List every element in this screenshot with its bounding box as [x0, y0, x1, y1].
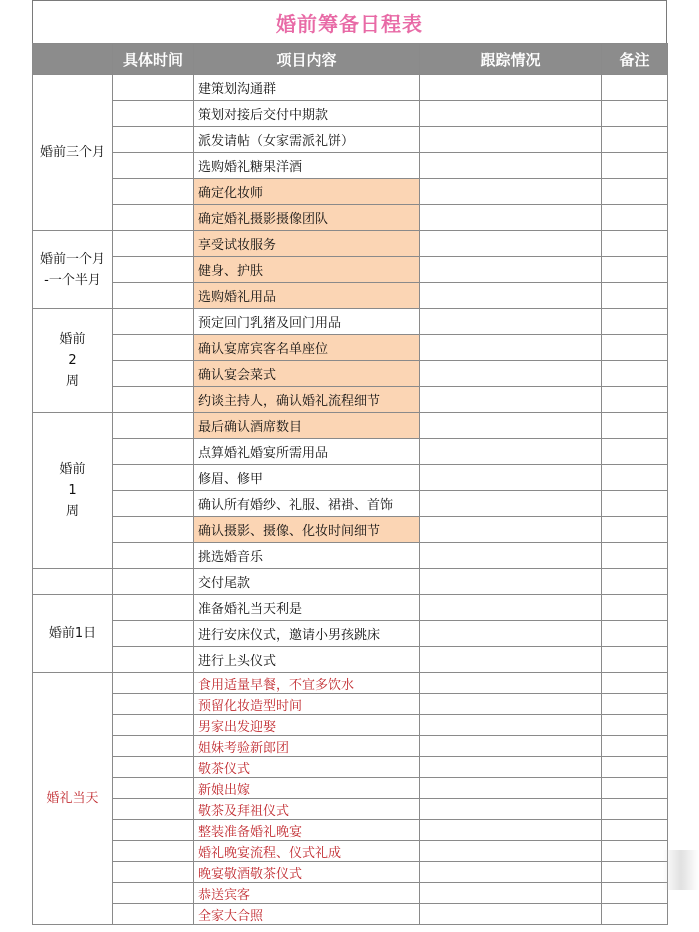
table-row [33, 883, 668, 904]
time-cell[interactable] [113, 757, 194, 778]
schedule-sheet [32, 0, 667, 925]
tracking-cell[interactable] [420, 736, 602, 757]
time-cell[interactable] [113, 231, 194, 257]
notes-cell[interactable] [602, 715, 668, 736]
time-cell[interactable] [113, 127, 194, 153]
notes-cell[interactable] [602, 361, 668, 387]
time-cell[interactable] [113, 101, 194, 127]
time-cell[interactable] [113, 841, 194, 862]
group-label: 婚礼当天 [33, 673, 113, 925]
item-cell[interactable]: 确认摄影、摄像、化妆时间细节 [194, 517, 420, 543]
header-notes: 备注 [602, 44, 668, 75]
edge-smudge [663, 850, 699, 890]
sheet-title: 婚前筹备日程表 [32, 0, 667, 43]
notes-cell[interactable] [602, 517, 668, 543]
table-row [33, 757, 668, 778]
table-row [33, 543, 668, 569]
time-cell[interactable] [113, 413, 194, 439]
item-cell[interactable]: 享受试妆服务 [194, 231, 420, 257]
notes-cell[interactable] [602, 439, 668, 465]
table-row [33, 179, 668, 205]
time-cell[interactable] [113, 543, 194, 569]
item-cell[interactable]: 进行安床仪式，邀请小男孩跳床 [194, 621, 420, 647]
time-cell[interactable] [113, 904, 194, 925]
time-cell[interactable] [113, 569, 194, 595]
time-cell[interactable] [113, 387, 194, 413]
item-cell[interactable]: 交付尾款 [194, 569, 420, 595]
time-cell[interactable] [113, 595, 194, 621]
tracking-cell[interactable] [420, 491, 602, 517]
notes-cell[interactable] [602, 413, 668, 439]
table-row [33, 736, 668, 757]
table-row [33, 335, 668, 361]
header-time: 具体时间 [113, 44, 194, 75]
notes-cell[interactable] [602, 75, 668, 101]
item-cell[interactable]: 新娘出嫁 [194, 778, 420, 799]
group-label: 婚前 1 周 [33, 413, 113, 569]
table-row [33, 595, 668, 621]
item-cell[interactable]: 进行上头仪式 [194, 647, 420, 673]
time-cell[interactable] [113, 491, 194, 517]
time-cell[interactable] [113, 465, 194, 491]
tracking-cell[interactable] [420, 205, 602, 231]
header-tracking: 跟踪情况 [420, 44, 602, 75]
notes-cell[interactable] [602, 736, 668, 757]
notes-cell[interactable] [602, 673, 668, 694]
notes-cell[interactable] [602, 179, 668, 205]
item-cell[interactable]: 姐妹考验新郎团 [194, 736, 420, 757]
tracking-cell[interactable] [420, 569, 602, 595]
tracking-cell[interactable] [420, 101, 602, 127]
group-label [33, 569, 113, 595]
item-cell[interactable]: 确定化妆师 [194, 179, 420, 205]
tracking-cell[interactable] [420, 439, 602, 465]
notes-cell[interactable] [602, 101, 668, 127]
tracking-cell[interactable] [420, 413, 602, 439]
table-row [33, 231, 668, 257]
table-row [33, 257, 668, 283]
table-row [33, 309, 668, 335]
item-cell[interactable]: 确定婚礼摄影摄像团队 [194, 205, 420, 231]
item-cell[interactable]: 最后确认酒席数目 [194, 413, 420, 439]
table-row [33, 778, 668, 799]
notes-cell[interactable] [602, 231, 668, 257]
table-row [33, 904, 668, 925]
table-row [33, 153, 668, 179]
time-cell[interactable] [113, 335, 194, 361]
table-row [33, 694, 668, 715]
notes-cell[interactable] [602, 283, 668, 309]
tracking-cell[interactable] [420, 673, 602, 694]
table-row [33, 715, 668, 736]
table-row [33, 361, 668, 387]
item-cell[interactable]: 确认宴席宾客名单座位 [194, 335, 420, 361]
tracking-cell[interactable] [420, 904, 602, 925]
table-row [33, 862, 668, 883]
notes-cell[interactable] [602, 569, 668, 595]
tracking-cell[interactable] [420, 153, 602, 179]
notes-cell[interactable] [602, 595, 668, 621]
tracking-cell[interactable] [420, 883, 602, 904]
header-item: 项目内容 [194, 44, 420, 75]
notes-cell[interactable] [602, 153, 668, 179]
item-cell[interactable]: 确认宴会菜式 [194, 361, 420, 387]
item-cell[interactable]: 恭送宾客 [194, 883, 420, 904]
item-cell[interactable]: 策划对接后交付中期款 [194, 101, 420, 127]
time-cell[interactable] [113, 778, 194, 799]
time-cell[interactable] [113, 862, 194, 883]
notes-cell[interactable] [602, 694, 668, 715]
item-cell[interactable]: 婚礼晚宴流程、仪式礼成 [194, 841, 420, 862]
notes-cell[interactable] [602, 647, 668, 673]
time-cell[interactable] [113, 309, 194, 335]
notes-cell[interactable] [602, 335, 668, 361]
time-cell[interactable] [113, 517, 194, 543]
table-row [33, 517, 668, 543]
notes-cell[interactable] [602, 621, 668, 647]
tracking-cell[interactable] [420, 595, 602, 621]
item-cell[interactable]: 确认所有婚纱、礼服、裙褂、首饰 [194, 491, 420, 517]
time-cell[interactable] [113, 673, 194, 694]
tracking-cell[interactable] [420, 778, 602, 799]
item-cell[interactable]: 派发请帖（女家需派礼饼） [194, 127, 420, 153]
group-label: 婚前1日 [33, 595, 113, 673]
table-row [33, 101, 668, 127]
notes-cell[interactable] [602, 491, 668, 517]
table-row [33, 205, 668, 231]
notes-cell[interactable] [602, 883, 668, 904]
notes-cell[interactable] [602, 387, 668, 413]
table-row [33, 673, 668, 694]
tracking-cell[interactable] [420, 621, 602, 647]
item-cell[interactable]: 修眉、修甲 [194, 465, 420, 491]
tracking-cell[interactable] [420, 387, 602, 413]
table-row [33, 413, 668, 439]
notes-cell[interactable] [602, 799, 668, 820]
item-cell[interactable]: 健身、护肤 [194, 257, 420, 283]
notes-cell[interactable] [602, 757, 668, 778]
table-row [33, 75, 668, 101]
time-cell[interactable] [113, 883, 194, 904]
time-cell[interactable] [113, 439, 194, 465]
time-cell[interactable] [113, 75, 194, 101]
table-row [33, 799, 668, 820]
tracking-cell[interactable] [420, 335, 602, 361]
group-label: 婚前三个月 [33, 75, 113, 231]
time-cell[interactable] [113, 153, 194, 179]
table-row [33, 569, 668, 595]
tracking-cell[interactable] [420, 862, 602, 883]
notes-cell[interactable] [602, 862, 668, 883]
tracking-cell[interactable] [420, 517, 602, 543]
item-cell[interactable]: 敬茶仪式 [194, 757, 420, 778]
tracking-cell[interactable] [420, 799, 602, 820]
item-cell[interactable]: 预定回门乳猪及回门用品 [194, 309, 420, 335]
time-cell[interactable] [113, 361, 194, 387]
tracking-cell[interactable] [420, 543, 602, 569]
group-label: 婚前一个月 -一个半月 [33, 231, 113, 309]
table-row [33, 647, 668, 673]
notes-cell[interactable] [602, 465, 668, 491]
tracking-cell[interactable] [420, 715, 602, 736]
item-cell[interactable]: 约谈主持人，确认婚礼流程细节 [194, 387, 420, 413]
notes-cell[interactable] [602, 778, 668, 799]
time-cell[interactable] [113, 205, 194, 231]
notes-cell[interactable] [602, 904, 668, 925]
table-row [33, 283, 668, 309]
notes-cell[interactable] [602, 257, 668, 283]
table-row [33, 621, 668, 647]
schedule-table [32, 43, 668, 925]
table-row [33, 439, 668, 465]
header-row [33, 44, 668, 75]
time-cell[interactable] [113, 647, 194, 673]
item-cell[interactable]: 预留化妆造型时间 [194, 694, 420, 715]
tracking-cell[interactable] [420, 841, 602, 862]
tracking-cell[interactable] [420, 757, 602, 778]
item-cell[interactable]: 全家大合照 [194, 904, 420, 925]
time-cell[interactable] [113, 736, 194, 757]
notes-cell[interactable] [602, 820, 668, 841]
item-cell[interactable]: 建策划沟通群 [194, 75, 420, 101]
tracking-cell[interactable] [420, 694, 602, 715]
notes-cell[interactable] [602, 543, 668, 569]
item-cell[interactable]: 选购婚礼糖果洋酒 [194, 153, 420, 179]
tracking-cell[interactable] [420, 309, 602, 335]
time-cell[interactable] [113, 694, 194, 715]
table-row [33, 820, 668, 841]
tracking-cell[interactable] [420, 75, 602, 101]
time-cell[interactable] [113, 283, 194, 309]
time-cell[interactable] [113, 820, 194, 841]
tracking-cell[interactable] [420, 127, 602, 153]
item-cell[interactable]: 晚宴敬酒敬茶仪式 [194, 862, 420, 883]
item-cell[interactable]: 敬茶及拜祖仪式 [194, 799, 420, 820]
table-row [33, 387, 668, 413]
tracking-cell[interactable] [420, 231, 602, 257]
time-cell[interactable] [113, 621, 194, 647]
item-cell[interactable]: 点算婚礼婚宴所需用品 [194, 439, 420, 465]
tracking-cell[interactable] [420, 465, 602, 491]
time-cell[interactable] [113, 179, 194, 205]
notes-cell[interactable] [602, 127, 668, 153]
tracking-cell[interactable] [420, 820, 602, 841]
item-cell[interactable]: 选购婚礼用品 [194, 283, 420, 309]
tracking-cell[interactable] [420, 257, 602, 283]
notes-cell[interactable] [602, 841, 668, 862]
notes-cell[interactable] [602, 205, 668, 231]
item-cell[interactable]: 男家出发迎娶 [194, 715, 420, 736]
tracking-cell[interactable] [420, 283, 602, 309]
time-cell[interactable] [113, 257, 194, 283]
notes-cell[interactable] [602, 309, 668, 335]
item-cell[interactable]: 挑选婚音乐 [194, 543, 420, 569]
item-cell[interactable]: 食用适量早餐，不宜多饮水 [194, 673, 420, 694]
tracking-cell[interactable] [420, 647, 602, 673]
tracking-cell[interactable] [420, 179, 602, 205]
group-label: 婚前 2 周 [33, 309, 113, 413]
header-group [33, 44, 113, 75]
time-cell[interactable] [113, 799, 194, 820]
tracking-cell[interactable] [420, 361, 602, 387]
item-cell[interactable]: 整装准备婚礼晚宴 [194, 820, 420, 841]
table-row [33, 491, 668, 517]
table-row [33, 127, 668, 153]
table-row [33, 841, 668, 862]
item-cell[interactable]: 准备婚礼当天利是 [194, 595, 420, 621]
time-cell[interactable] [113, 715, 194, 736]
table-row [33, 465, 668, 491]
